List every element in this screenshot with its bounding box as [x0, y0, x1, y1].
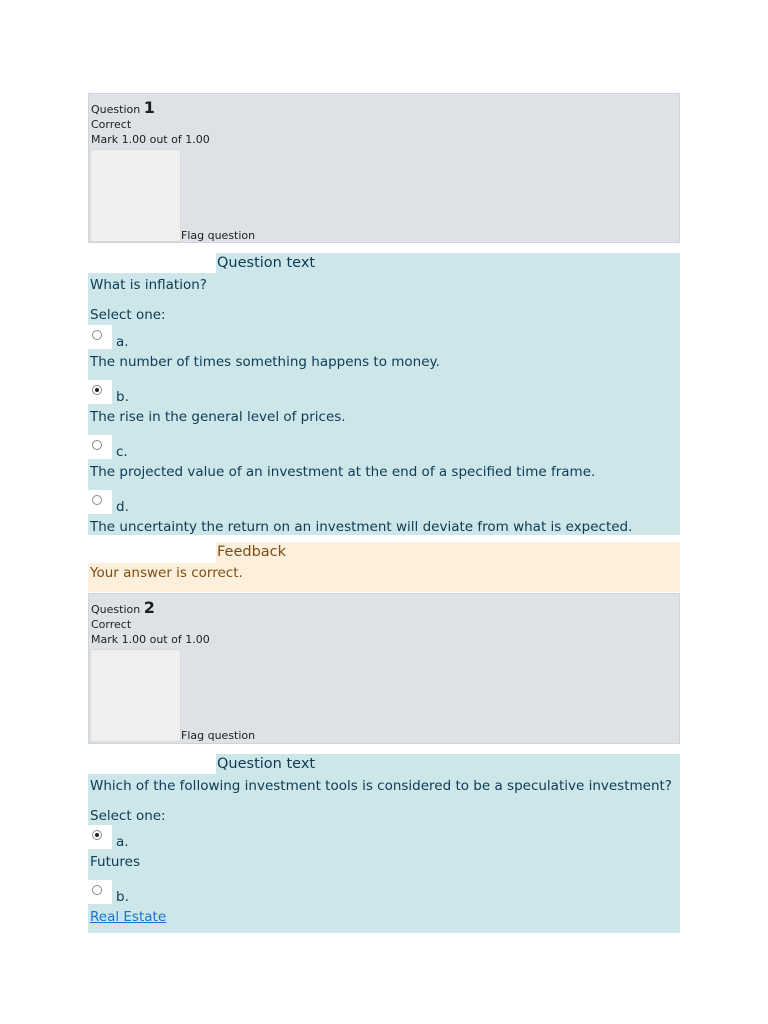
option-text[interactable]: The projected value of an investment at the end of a specified time frame. — [90, 464, 596, 480]
option-text[interactable]: The rise in the general level of prices. — [90, 409, 346, 425]
flag-question-link[interactable]: Flag question — [181, 729, 256, 742]
option-a-radio-box[interactable] — [88, 325, 112, 349]
option-a-radio-box[interactable] — [88, 825, 112, 849]
question-1-info — [88, 93, 680, 243]
radio-checked-icon[interactable] — [92, 385, 102, 395]
flag-icon[interactable] — [90, 649, 181, 742]
option-letter: b. — [116, 389, 129, 405]
radio-checked-icon[interactable] — [92, 830, 102, 840]
feedback-header: Feedback — [217, 544, 287, 560]
question-prompt: What is inflation? — [90, 277, 207, 293]
feedback-message: Your answer is correct. — [90, 565, 243, 581]
question-state: Correct — [91, 118, 132, 131]
option-letter: a. — [116, 334, 129, 350]
option-letter: a. — [116, 834, 129, 850]
question-number: Question 1 — [91, 98, 155, 117]
option-c-radio-box[interactable] — [88, 435, 112, 459]
option-d-radio-box[interactable] — [88, 490, 112, 514]
question-1-content — [88, 253, 680, 535]
radio-icon[interactable] — [92, 885, 102, 895]
flag-icon[interactable] — [90, 149, 181, 242]
option-text-link[interactable]: Real Estate — [90, 909, 167, 925]
question-text-header: Question text — [217, 756, 316, 772]
question-grade: Mark 1.00 out of 1.00 — [91, 133, 210, 146]
option-text[interactable]: The number of times something happens to money. — [90, 354, 440, 370]
option-b-radio-box[interactable] — [88, 880, 112, 904]
option-b-radio-box[interactable] — [88, 380, 112, 404]
option-letter: c. — [116, 444, 128, 460]
question-state: Correct — [91, 618, 132, 631]
question-prompt: Which of the following investment tools is considered to be a speculative investment? — [90, 778, 672, 794]
option-text[interactable]: Futures — [90, 854, 141, 870]
question-number: Question 2 — [91, 598, 155, 617]
flag-question-link[interactable]: Flag question — [181, 229, 256, 242]
question-2-info — [88, 593, 680, 744]
option-letter: d. — [116, 499, 129, 515]
radio-icon[interactable] — [92, 440, 102, 450]
feedback-panel — [88, 542, 680, 592]
option-letter: b. — [116, 889, 129, 905]
option-text[interactable]: The uncertainty the return on an investment will deviate from what is expected. — [90, 519, 633, 535]
select-one-label: Select one: — [90, 808, 166, 824]
radio-icon[interactable] — [92, 330, 102, 340]
select-one-label: Select one: — [90, 307, 166, 323]
question-2-content — [88, 754, 680, 933]
question-text-header: Question text — [217, 255, 316, 271]
question-grade: Mark 1.00 out of 1.00 — [91, 633, 210, 646]
radio-icon[interactable] — [92, 495, 102, 505]
